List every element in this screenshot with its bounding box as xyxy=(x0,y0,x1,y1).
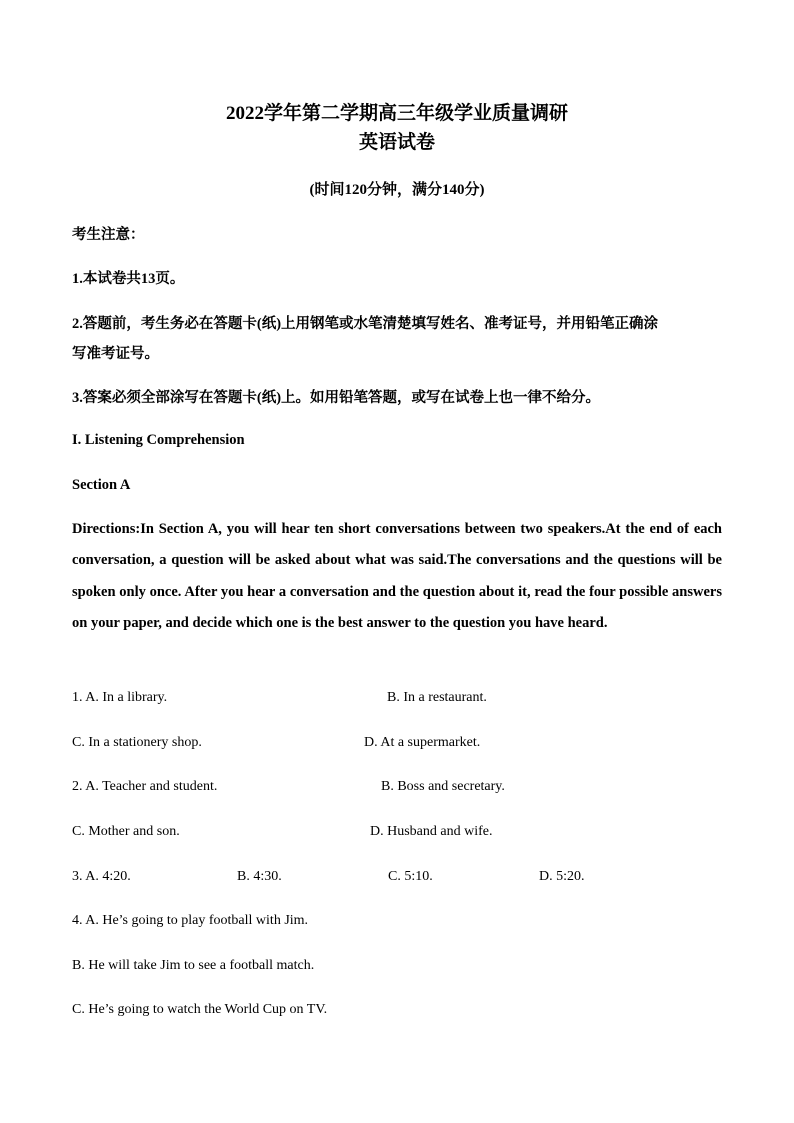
q3-option-b: B. 4:30. xyxy=(237,869,282,884)
q2-option-b: B. Boss and secretary. xyxy=(381,779,505,794)
exam-subtitle: 英语试卷 xyxy=(358,132,435,153)
q2-option-c: C. Mother and son. xyxy=(72,824,180,839)
part-heading: I. Listening Comprehension xyxy=(72,432,245,448)
q1-option-c: C. In a stationery shop. xyxy=(72,735,202,750)
directions-paragraph: Directions:In Section A, you will hear ten short conversations between two speakers.At the end of each conversation, a question will be asked about what was said.The conversations and the questions will be spoken only once. After you hear a conversation and the question about it, read the four possible answers on your paper, and decide which one is the best answer to the question you have heard. xyxy=(72,521,722,631)
q1-option-b: B. In a restaurant. xyxy=(387,690,487,705)
q3-option-a: 3. A. 4:20. xyxy=(72,869,131,884)
notice-heading: 考生注意： xyxy=(72,227,145,243)
notice-item-3: 3.答案必须全部涂写在答题卡(纸)上。如用铅笔答题，或写在试卷上也一律不给分。 xyxy=(72,390,601,406)
q2-option-d: D. Husband and wife. xyxy=(370,824,493,839)
q4-option-a: 4. A. He’s going to play football with Jim. xyxy=(72,913,309,928)
notice-item-2-line-1: 2.答题前，考生务必在答题卡(纸)上用钢笔或水笔清楚填写姓名、准考证号，并用铅笔正确涂 xyxy=(72,316,659,332)
q1-option-d: D. At a supermarket. xyxy=(364,735,481,750)
q3-option-c: C. 5:10. xyxy=(388,869,433,884)
q1-option-a: 1. A. In a library. xyxy=(72,690,168,705)
notice-item-2-line-2: 写准考证号。 xyxy=(72,346,159,362)
q3-option-d: D. 5:20. xyxy=(539,869,585,884)
q4-option-b: B. He will take Jim to see a football match. xyxy=(72,958,315,973)
time-info: (时间120分钟，满分140分) xyxy=(309,182,485,198)
exam-title: 2022学年第二学期高三年级学业质量调研 xyxy=(225,103,568,124)
q2-option-a: 2. A. Teacher and student. xyxy=(72,779,218,794)
notice-item-1: 1.本试卷共13页。 xyxy=(72,271,185,287)
section-heading: Section A xyxy=(72,477,131,493)
q4-option-c: C. He’s going to watch the World Cup on TV. xyxy=(72,1002,328,1017)
